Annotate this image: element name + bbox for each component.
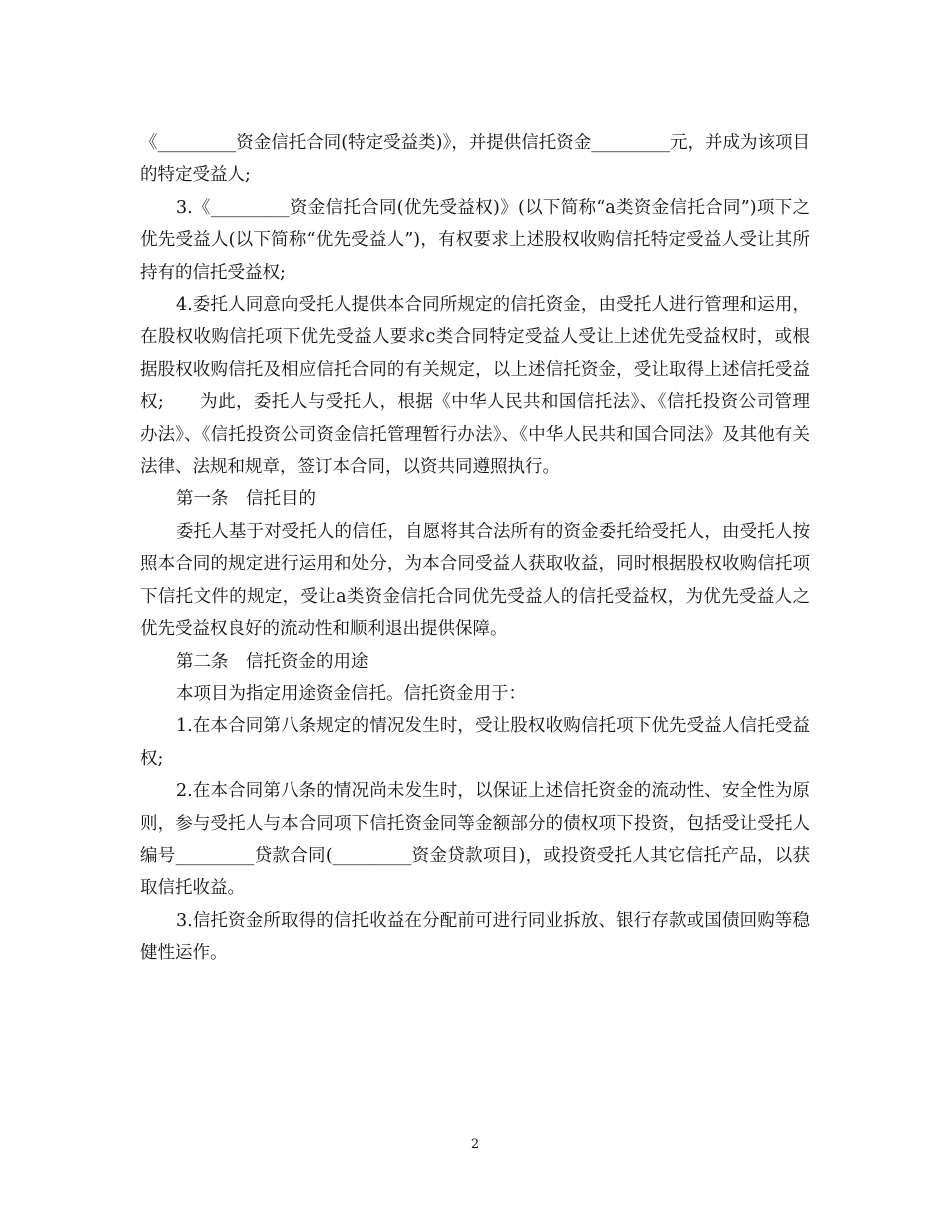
paragraph-3: 4.委托人同意向受托人提供本合同所规定的信托资金，由受托人进行管理和运用，在股权收购信托项下优先受益人要求c类合同特定受益人受让上述优先受益权时，或根据股权收购信托及相应信托合同的有关规定，以上述信托资金，受让取得上述信托受益权; 为此，委托人与受托人，根据《中华人民共和国信托法》、《信托投资公司管理办法》、《信托投资公司资金信托管理暂行办法》、《中华人民共和国合同法》及其他有关法律、法规和规章，签订本合同，以资共同遵照执行。 [140, 295, 810, 478]
paragraph-4: 委托人基于对受托人的信任，自愿将其合法所有的资金委托给受托人，由受托人按照本合同的规定进行运用和处分，为本合同受益人获取收益，同时根据股权收购信托项下信托文件的规定，受让a类资金信托合同优先受益人的信托受益权，为优先受益人之优先受益权良好的流动性和顺利退出提供保障。 [140, 521, 810, 640]
paragraph-5: 本项目为指定用途资金信托。信托资金用于： [176, 683, 526, 704]
document-body [140, 127, 810, 970]
paragraph-8: 3.信托资金所取得的信托收益在分配前可进行同业拆放、银行存款或国债回购等稳健性运作。 [140, 910, 810, 964]
paragraph-7: 2.在本合同第八条的情况尚未发生时，以保证上述信托资金的流动性、安全性为原则，参与受托人与本合同项下信托资金同等金额部分的债权项下投资，包括受让受托人编号_________贷款合同(_________资金贷款项目)，或投资受托人其它信托产品，以获取信托收益。 [140, 781, 810, 899]
paragraph-6: 1.在本合同第八条规定的情况发生时，受让股权收购信托项下优先受益人信托受益权; [140, 716, 810, 769]
paragraph-2: 3.《_________资金信托合同(优先受益权)》(以下简称“a类资金信托合同”)项下之优先受益人(以下简称“优先受益人”)，有权要求上述股权收购信托特定受益人受让其所持有的信托受益权; [140, 197, 810, 283]
paragraph-1: 《_________资金信托合同(特定受益类)》，并提供信托资金_________元，并成为该项目的特定受益人; [140, 133, 810, 186]
page-number: 2 [470, 1137, 480, 1152]
article-2-heading: 第二条 信托资金的用途 [176, 651, 369, 672]
article-1-heading: 第一条 信托目的 [176, 489, 316, 510]
